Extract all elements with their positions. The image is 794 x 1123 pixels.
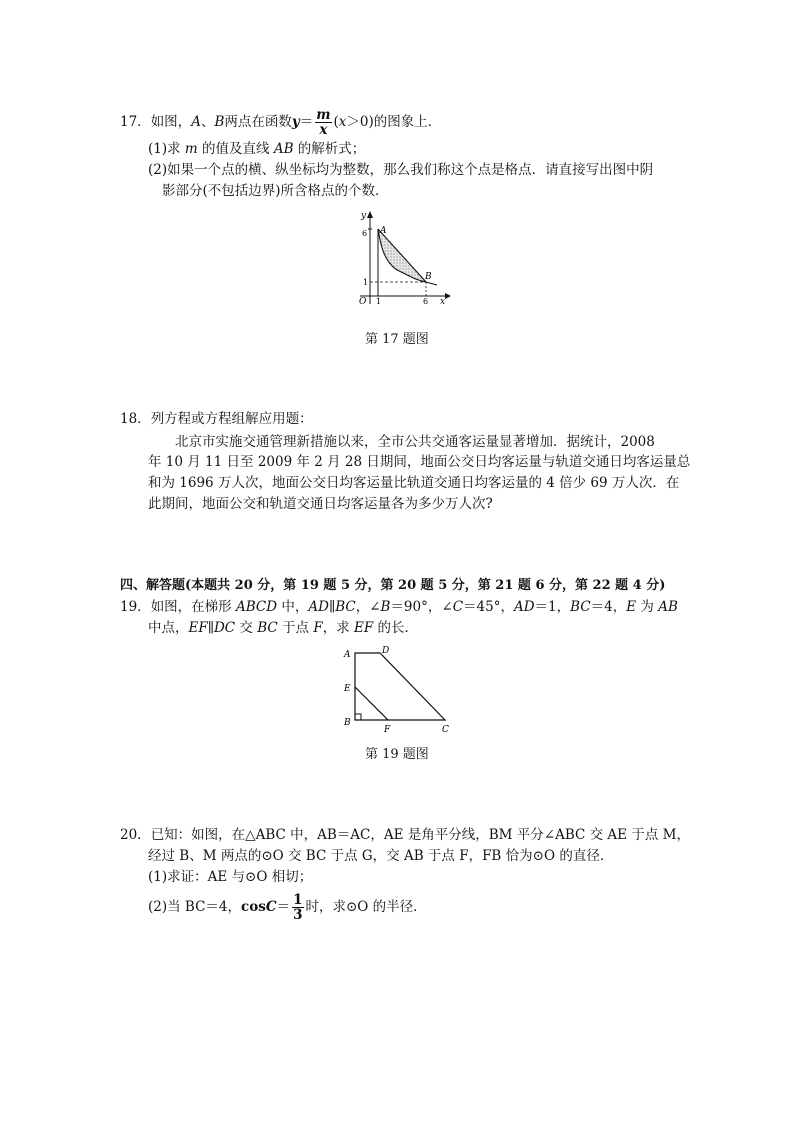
q20-eq: ＝ — [276, 899, 291, 915]
q20-part2 — [148, 892, 427, 922]
q17-cond-open: ( — [333, 114, 339, 130]
q17-sep: 、 — [200, 114, 215, 130]
q17-line1 — [120, 108, 441, 137]
q19-label-a: A — [344, 650, 351, 660]
q19-abcd: ABCD — [235, 599, 278, 615]
q19-text-h: 为 — [636, 599, 659, 615]
q17-cond-rest: ＞0)的图象上． — [346, 114, 442, 130]
q17-tick-label-1y: 1 — [363, 278, 369, 287]
q17-caption: 第 17 题图 — [365, 332, 429, 347]
q20-c: C — [265, 899, 277, 915]
q19-text-i: 中点， — [148, 620, 189, 636]
q17-label-a: A — [380, 226, 387, 236]
q19-text-m: 的长． — [373, 620, 419, 636]
q17-p1-a: (1)求 — [148, 141, 185, 157]
q20-line2: 经过 B、M 两点的⊙O 交 BC 于点 G，交 AB 于点 F，FB 恰为⊙O 的直径． — [148, 848, 614, 864]
q17-cond-x: x — [338, 114, 347, 130]
q19-label-e: E — [344, 684, 351, 694]
q18-line2: 年 10 月 11 日至 2009 年 2 月 28 日期间，地面公交日均客运量与轨道交通日均客运量总 — [148, 454, 691, 470]
q19-figure — [340, 645, 460, 737]
q19-text-k: 于点 — [277, 620, 314, 636]
q17-point-a: A — [191, 114, 201, 130]
section4-title: 四、解答题(本题共 20 分，第 19 题 5 分，第 20 题 5 分，第 21 题 6 分，第 22 题 4 分) — [120, 578, 666, 593]
q17-part2-line2: 影部分(不包括边界)所含格点的个数． — [162, 183, 389, 199]
q18-line-title — [120, 410, 313, 428]
q19-text-c: ，∠ — [355, 599, 381, 615]
q20-frac-denominator: 3 — [293, 907, 303, 923]
q18-number: 18． — [120, 411, 151, 427]
q17-part2-line1: (2)如果一个点的横、纵坐标均为整数，那么我们称这个点是格点．请直接写出图中阴 — [148, 162, 654, 178]
q19-ab: AB — [658, 599, 678, 615]
q19-number: 19． — [120, 599, 151, 615]
q19-parallel: ∥ — [328, 599, 336, 615]
q17-tick-label-6y: 6 — [362, 229, 368, 238]
q19-right-angle-mark — [355, 714, 361, 720]
q17-part1 — [148, 140, 365, 158]
q17-text-b: 两点在函数 — [224, 114, 292, 130]
q18-title: 列方程或方程组解应用题： — [150, 411, 313, 427]
q19-dc: DC — [213, 620, 236, 636]
q19-angle-b: B — [380, 599, 391, 615]
q20-number: 20． — [120, 827, 151, 843]
q20-p2-a: (2)当 BC＝4， — [148, 899, 242, 915]
q17-fraction — [315, 108, 331, 137]
q18-line1: 北京市实施交通管理新措施以来，全市公共交通客运量显著增加．据统计，2008 — [175, 434, 655, 450]
q17-tick-label-1x: 1 — [376, 297, 382, 306]
q19-text-l: ，求 — [322, 620, 355, 636]
q20-cos: cos — [241, 899, 266, 915]
q19-trapezoid — [355, 653, 445, 720]
q19-label-c: C — [442, 725, 449, 735]
q17-label-x: x — [440, 297, 446, 307]
q17-label-b: B — [425, 272, 432, 282]
q19-label-b: B — [344, 718, 351, 728]
q17-p1-ab: AB — [273, 141, 294, 157]
q17-label-o: O — [359, 297, 367, 307]
q19-angle-c: C — [452, 599, 464, 615]
q17-frac-numerator: m — [316, 107, 331, 123]
q17-p1-m: m — [184, 141, 198, 157]
q17-y-axis-arrow — [367, 211, 373, 218]
q20-text-1: 已知：如图，在△ABC 中，AB＝AC，AE 是角平分线，BM 平分∠ABC 交 AE 于点 M， — [150, 827, 690, 843]
q19-parallel-2: ∥ — [207, 620, 214, 636]
q19-e: E — [626, 599, 637, 615]
q19-ad-2: AD — [513, 599, 535, 615]
q19-text-j: 交 — [235, 620, 258, 636]
q19-text-d: ＝90°，∠ — [390, 599, 453, 615]
q17-x-axis-arrow — [445, 293, 451, 299]
q20-part1: (1)求证：AE 与⊙O 相切； — [148, 869, 313, 885]
q18-line3: 和为 1696 万人次，地面公交日均客运量比轨道交通日均客运量的 4 倍少 69 万人次．在 — [148, 475, 680, 491]
q19-bc: BC — [335, 599, 356, 615]
q19-bc-2: BC — [570, 599, 591, 615]
q19-ef: EF — [188, 620, 208, 636]
q19-text-f: ＝1， — [534, 599, 571, 615]
q19-segment-ef — [355, 687, 388, 720]
q19-text-b: 中， — [277, 599, 309, 615]
q19-ad: AD — [308, 599, 329, 615]
q17-text: 如图， — [150, 114, 192, 130]
q20-p2-b: 时，求⊙O 的半径． — [305, 899, 427, 915]
q19-text-e: ＝45°， — [463, 599, 514, 615]
q17-y: y — [291, 114, 300, 130]
q19-text-g: ＝4， — [590, 599, 627, 615]
q17-p1-b: 的值及直线 — [197, 141, 274, 157]
q19-label-f: F — [384, 725, 391, 735]
q19-line1 — [120, 598, 678, 616]
q20-fraction — [292, 893, 303, 922]
q17-label-y: y — [361, 211, 367, 221]
q20-frac-numerator: 1 — [293, 892, 303, 908]
q19-label-d: D — [382, 646, 390, 656]
q17-tick-label-6x: 6 — [423, 297, 429, 306]
q17-p1-c: 的解析式； — [293, 141, 366, 157]
q19-ef-2: EF — [354, 620, 374, 636]
q17-frac-denominator: x — [319, 122, 328, 138]
q19-caption: 第 19 题图 — [365, 747, 429, 762]
q17-eq: ＝ — [299, 114, 314, 130]
q19-text-a: 如图，在梯形 — [150, 599, 236, 615]
q19-line2 — [148, 619, 418, 637]
q18-line4: 此期间，地面公交和轨道交通日均客运量各为多少万人次? — [148, 496, 493, 512]
q20-line1 — [120, 826, 690, 844]
q17-point-b: B — [214, 114, 225, 130]
q17-number: 17． — [120, 114, 151, 130]
q17-figure — [345, 208, 455, 308]
q19-bc-3: BC — [257, 620, 278, 636]
q19-f: F — [313, 620, 323, 636]
